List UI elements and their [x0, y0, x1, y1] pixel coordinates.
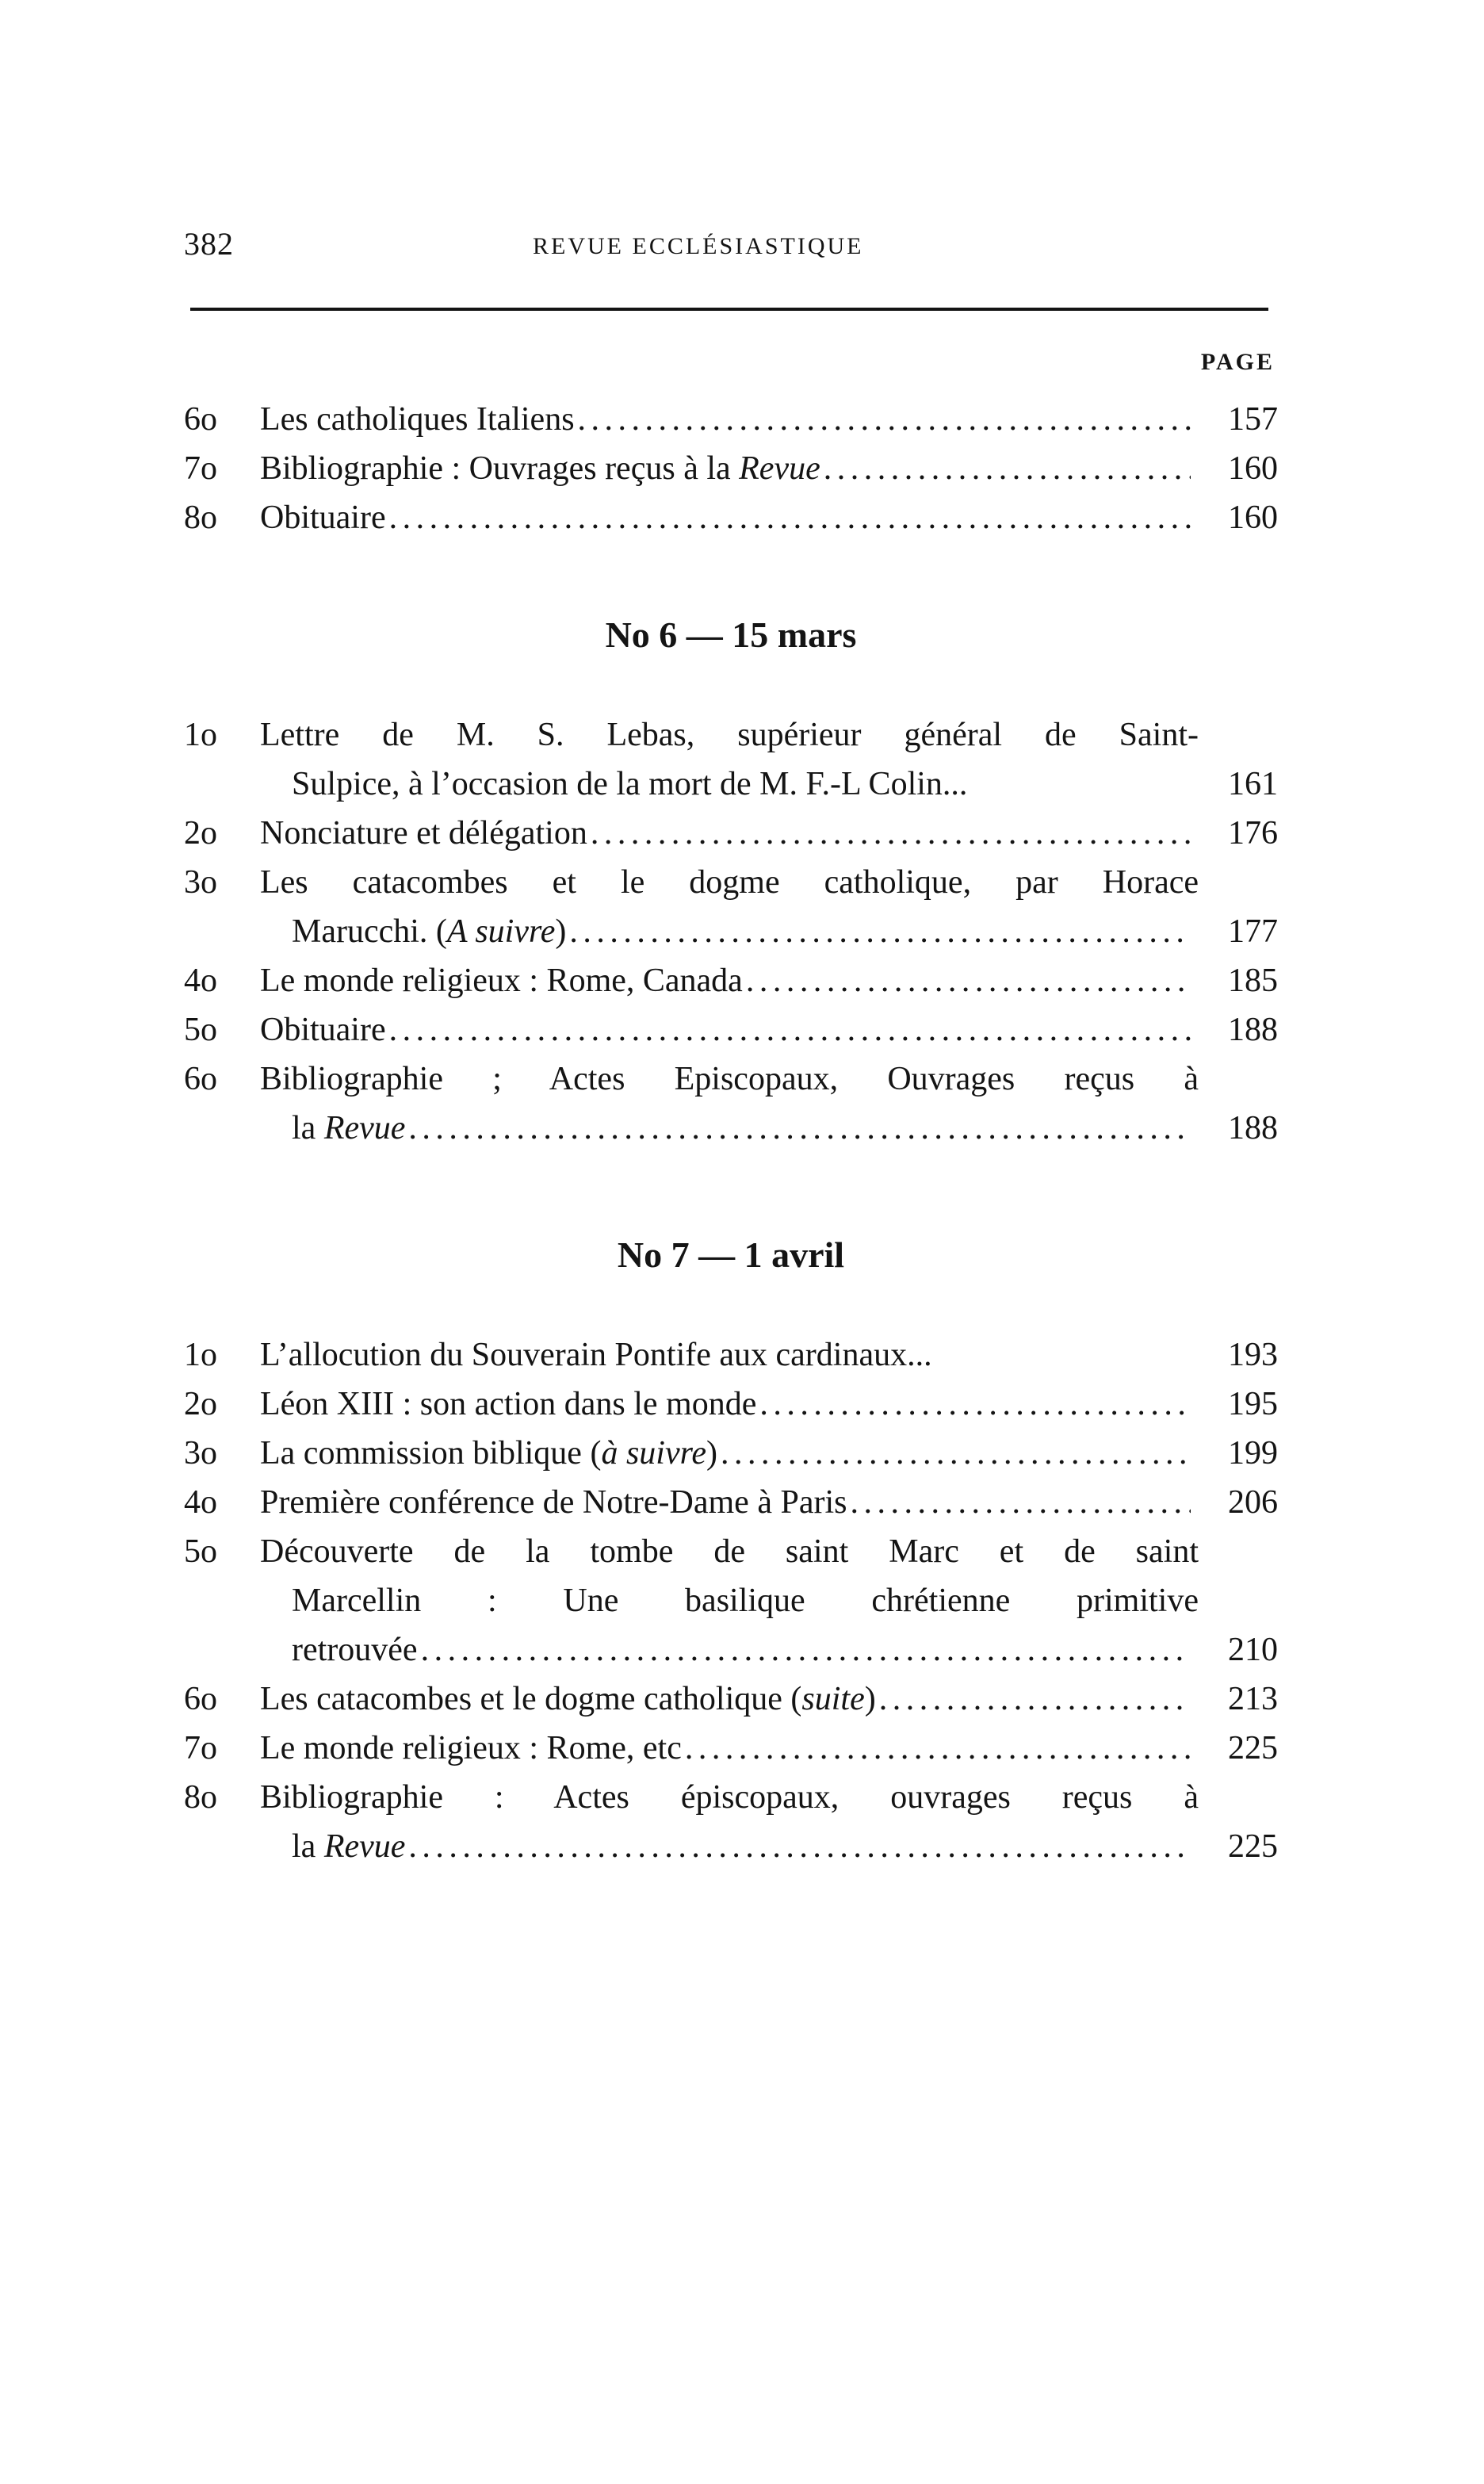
page-column-label: PAGE — [1200, 349, 1275, 375]
entry-number: 6o — [184, 1681, 217, 1717]
dot-leader — [591, 809, 1191, 858]
toc-entry — [184, 1724, 1278, 1773]
toc-entry — [184, 1054, 1278, 1153]
entry-title: Obituaire — [260, 499, 386, 536]
entry-title-line: Lettre de M. S. Lebas, supérieur général de Saint- — [260, 717, 1199, 753]
entry-title-italic: à suivre — [601, 1435, 707, 1472]
entry-page: 160 — [1228, 499, 1278, 536]
entry-title-text: la — [292, 1828, 324, 1865]
entry-title-line: Bibliographie ; Actes Episcopaux, Ouvrages reçus à — [260, 1061, 1199, 1097]
entry-title-line — [260, 493, 1199, 542]
dot-leader — [408, 1104, 1191, 1153]
toc-entry — [184, 710, 1278, 809]
entry-title-continuation — [292, 1822, 1199, 1871]
dot-leader — [389, 493, 1191, 542]
entry-number: 1o — [184, 1337, 217, 1373]
entry-number: 4o — [184, 1484, 217, 1521]
toc-entry — [184, 444, 1278, 493]
section-heading: No 7 — 1 avril — [617, 1234, 845, 1275]
entry-title — [292, 1822, 405, 1871]
toc-entry — [184, 493, 1278, 542]
running-title: REVUE ECCLÉSIASTIQUE — [533, 233, 864, 259]
toc-entry — [184, 809, 1278, 858]
entry-title: Nonciature et délégation — [260, 815, 587, 852]
dot-leader — [721, 1429, 1191, 1478]
entry-title-line: Les catacombes et le dogme catholique, par Horace — [260, 864, 1199, 901]
entry-number: 8o — [184, 1779, 217, 1816]
entry-title-continuation — [292, 1625, 1199, 1674]
entry-title-text: ) — [706, 1435, 718, 1472]
entry-title: Première conférence de Notre-Dame à Paris — [260, 1484, 847, 1521]
entry-title-continuation: Sulpice, à l’occasion de la mort de M. F.-L Colin... — [292, 766, 968, 802]
entry-title — [260, 444, 820, 493]
entry-title: Le monde religieux : Rome, Canada — [260, 963, 743, 999]
entry-number: 8o — [184, 499, 217, 536]
entry-page: 160 — [1228, 450, 1278, 487]
entry-number: 5o — [184, 1012, 217, 1048]
entry-title-line — [260, 956, 1199, 1005]
entry-number: 2o — [184, 815, 217, 852]
entry-page: 210 — [1228, 1632, 1278, 1668]
entry-title: Obituaire — [260, 1012, 386, 1048]
dot-leader — [685, 1724, 1191, 1773]
entry-page: 177 — [1228, 913, 1278, 950]
entry-page: 193 — [1228, 1337, 1278, 1373]
entry-page: 225 — [1228, 1730, 1278, 1766]
dot-leader — [746, 956, 1191, 1005]
dot-leader — [879, 1674, 1191, 1724]
dot-leader — [421, 1625, 1191, 1674]
entry-page: 213 — [1228, 1681, 1278, 1717]
toc-entry — [184, 1478, 1278, 1527]
entry-title-text: Les catacombes et le dogme catholique ( — [260, 1681, 802, 1717]
page-header — [184, 225, 1278, 273]
entry-title-line — [260, 1380, 1199, 1429]
entry-page: 157 — [1228, 401, 1278, 438]
entry-title — [292, 1104, 405, 1153]
toc-entry — [184, 395, 1278, 444]
entry-title: Léon XIII : son action dans le monde — [260, 1386, 757, 1422]
entry-title-text: La commission biblique ( — [260, 1435, 602, 1472]
entry-title-line — [260, 1478, 1199, 1527]
section-heading: No 6 — 15 mars — [605, 614, 857, 655]
entry-number: 5o — [184, 1533, 217, 1570]
dot-leader — [578, 395, 1191, 444]
entry-title-italic: Revue — [739, 450, 820, 487]
entry-page: 199 — [1228, 1435, 1278, 1472]
entry-number: 2o — [184, 1386, 217, 1422]
entry-title-line — [260, 1724, 1199, 1773]
entry-title-continuation: Marcellin : Une basilique chrétienne primitive — [292, 1583, 1199, 1619]
toc-entry — [184, 1380, 1278, 1429]
toc-entry — [184, 1674, 1278, 1724]
entry-number: 6o — [184, 1061, 217, 1097]
entry-page: 225 — [1228, 1828, 1278, 1865]
toc-entry — [184, 956, 1278, 1005]
table-of-contents — [184, 395, 1278, 1871]
entry-title-continuation — [292, 907, 1199, 956]
entry-title-line: L’allocution du Souverain Pontife aux cardinaux... — [260, 1337, 932, 1373]
entry-title-italic: Revue — [323, 1110, 406, 1146]
header-rule — [190, 308, 1268, 311]
entry-title-line — [260, 809, 1199, 858]
entry-page: 188 — [1228, 1012, 1278, 1048]
entry-title-line — [260, 444, 1199, 493]
entry-page: 206 — [1228, 1484, 1278, 1521]
entry-title-line — [260, 1429, 1199, 1478]
entry-number: 1o — [184, 717, 217, 753]
dot-leader — [759, 1380, 1191, 1429]
entry-title: retrouvée — [292, 1632, 418, 1668]
entry-title-italic: suite — [801, 1681, 865, 1717]
entry-title-line — [260, 1674, 1199, 1724]
entry-page: 195 — [1228, 1386, 1278, 1422]
toc-entry — [184, 1330, 1278, 1380]
dot-leader — [389, 1005, 1191, 1054]
entry-title-italic: Revue — [323, 1828, 406, 1865]
toc-entry — [184, 858, 1278, 956]
entry-number: 4o — [184, 963, 217, 999]
dot-leader — [408, 1822, 1191, 1871]
entry-title-continuation — [292, 1104, 1199, 1153]
entry-page: 176 — [1228, 815, 1278, 852]
entry-title-text: Bibliographie : Ouvrages reçus à la — [260, 450, 740, 487]
entry-title-text: ) — [864, 1681, 876, 1717]
toc-entry — [184, 1005, 1278, 1054]
entry-number: 6o — [184, 401, 217, 438]
toc-entry — [184, 1429, 1278, 1478]
entry-page: 185 — [1228, 963, 1278, 999]
entry-number: 3o — [184, 1435, 217, 1472]
dot-leader — [850, 1478, 1191, 1527]
entry-title-text: la — [292, 1110, 324, 1146]
entry-page: 188 — [1228, 1110, 1278, 1146]
entry-title: Le monde religieux : Rome, etc — [260, 1730, 682, 1766]
entry-page: 161 — [1228, 766, 1278, 802]
entry-title — [260, 1674, 876, 1724]
entry-number: 3o — [184, 864, 217, 901]
entry-title — [292, 907, 566, 956]
entry-title-text: ) — [555, 913, 567, 950]
entry-title-line — [260, 1005, 1199, 1054]
toc-entry — [184, 1773, 1278, 1871]
entry-title-line: Découverte de la tombe de saint Marc et de saint — [260, 1533, 1199, 1570]
toc-entry — [184, 1527, 1278, 1674]
page-number: 382 — [184, 226, 234, 262]
entry-title-line: Bibliographie : Actes épiscopaux, ouvrages reçus à — [260, 1779, 1199, 1816]
entry-title — [260, 1429, 717, 1478]
entry-title-line — [260, 395, 1199, 444]
entry-title-italic: A suivre — [446, 913, 556, 950]
entry-number: 7o — [184, 450, 217, 487]
dot-leader — [569, 907, 1191, 956]
entry-title-text: Marucchi. ( — [292, 913, 447, 950]
entry-number: 7o — [184, 1730, 217, 1766]
dot-leader — [824, 444, 1191, 493]
entry-title: Les catholiques Italiens — [260, 401, 575, 438]
